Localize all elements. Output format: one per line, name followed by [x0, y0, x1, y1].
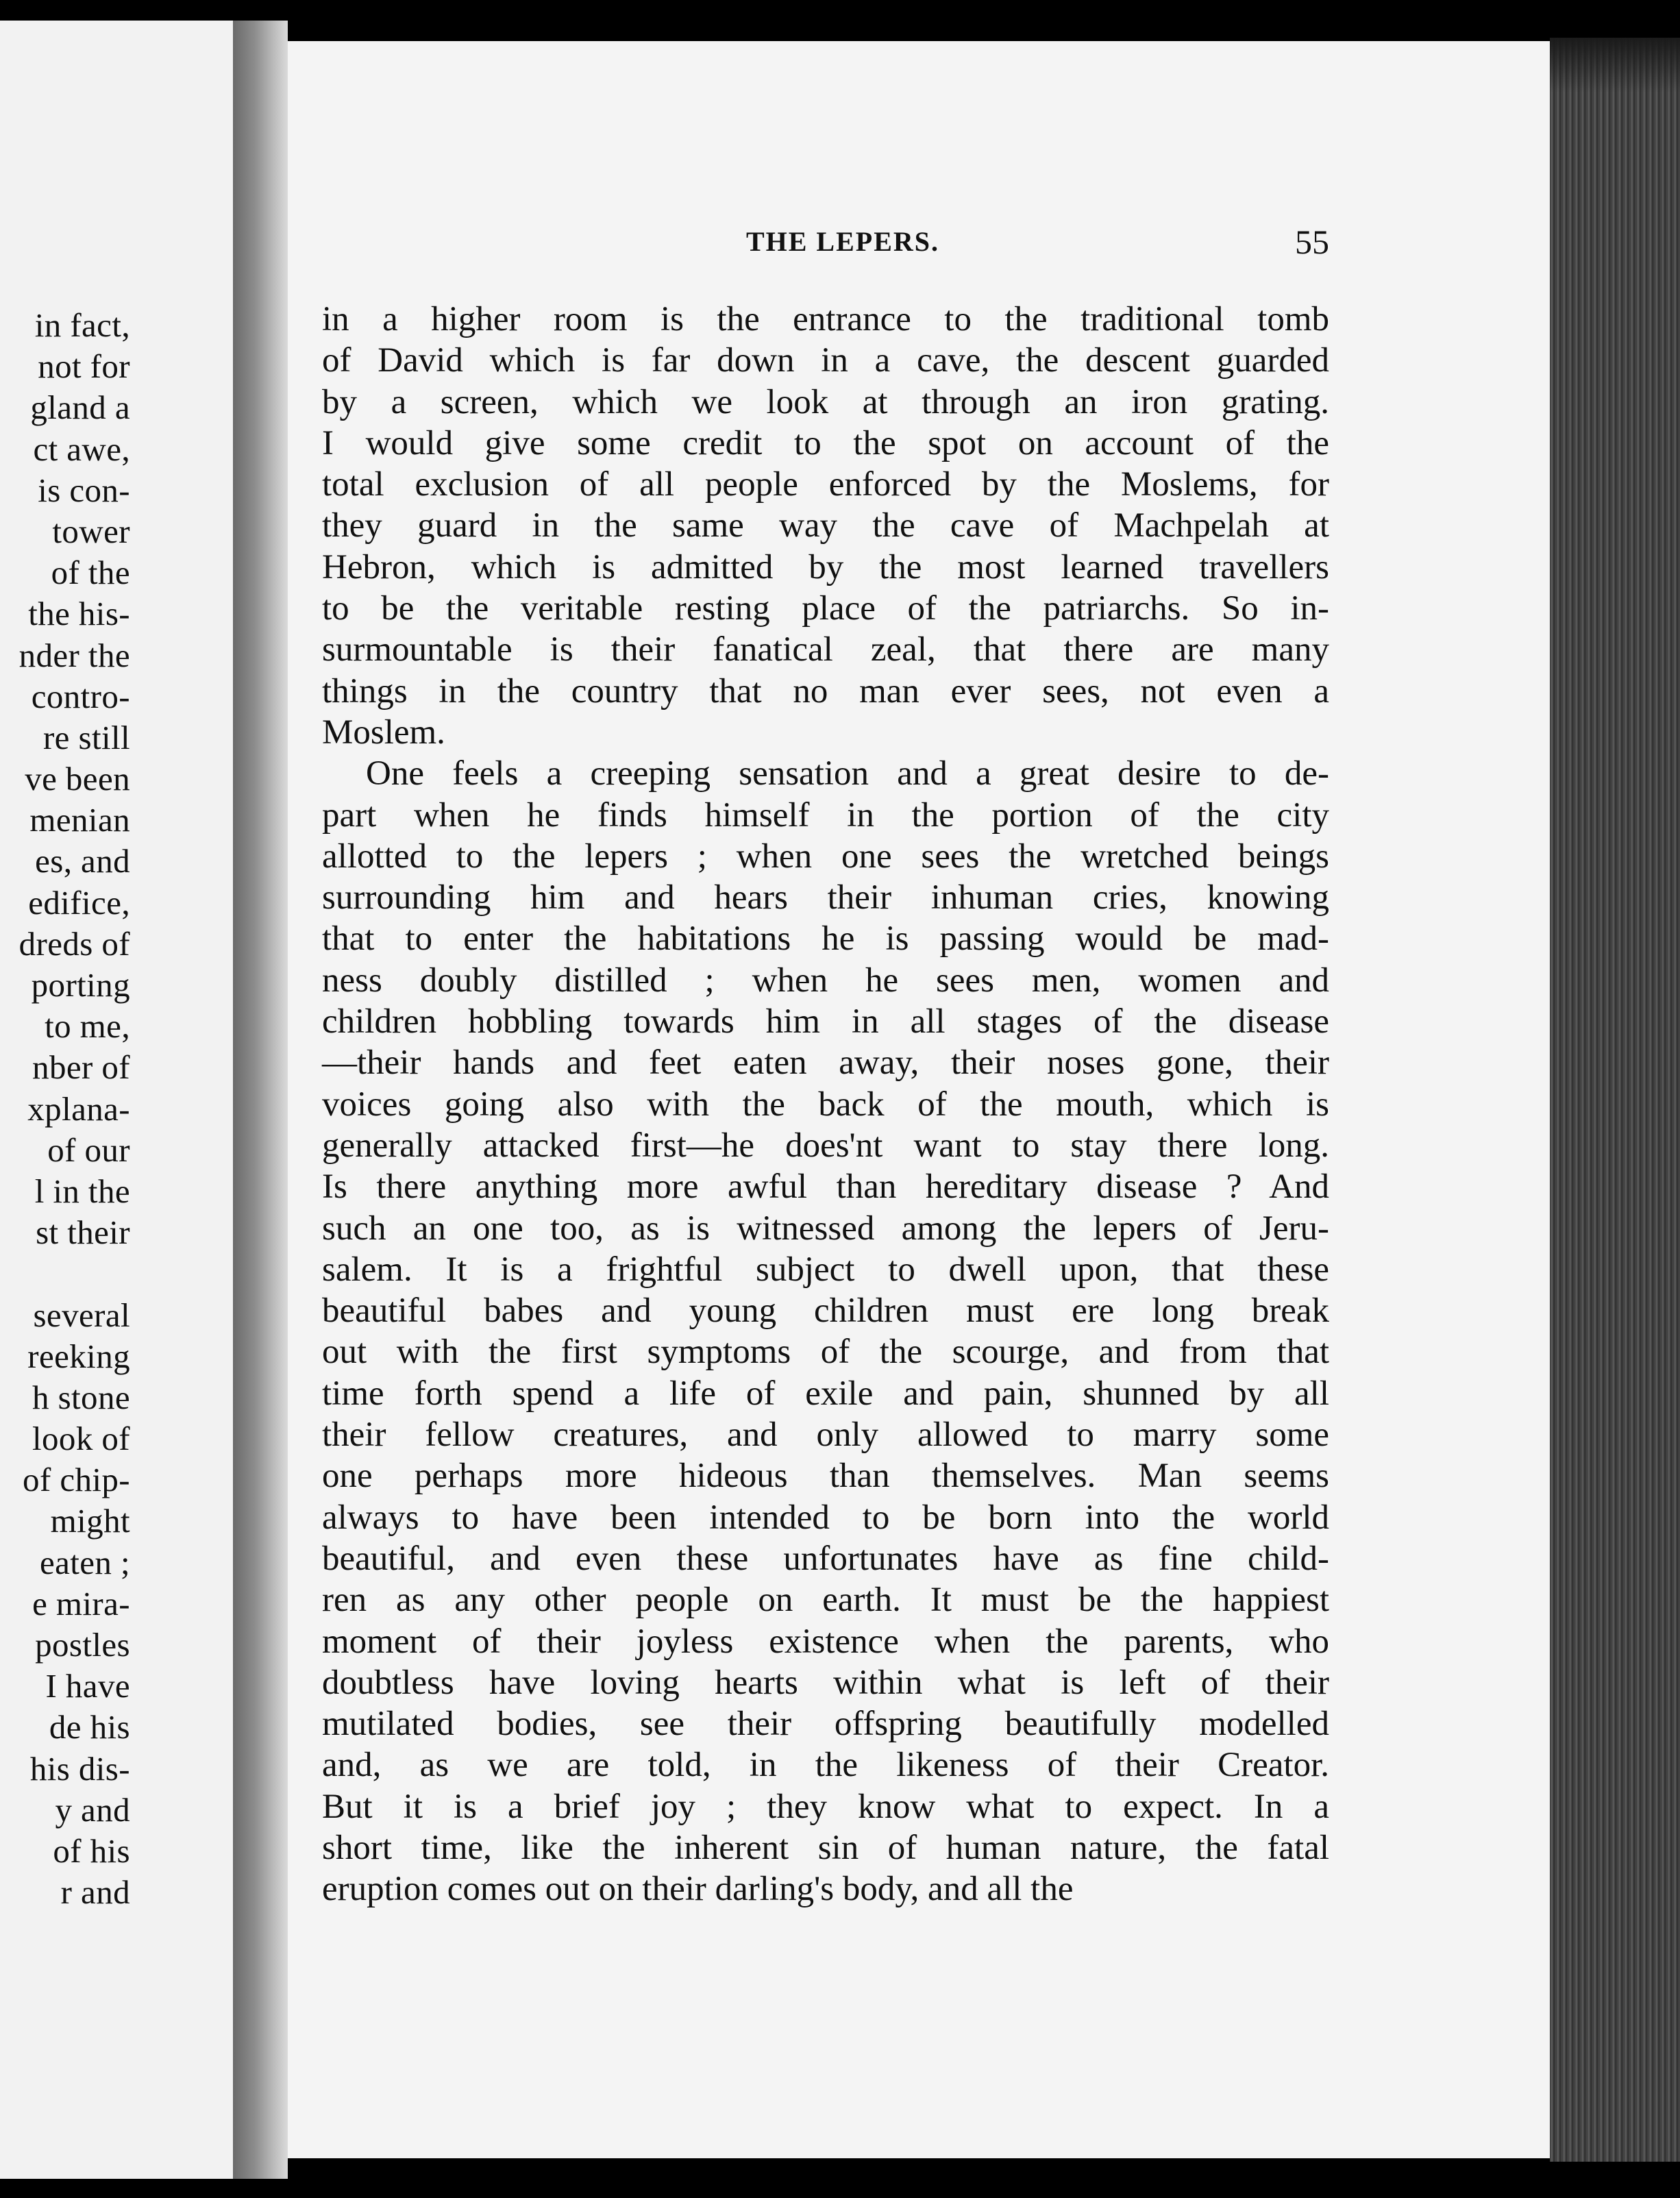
text-line: I would give some credit to the spot on account of the [322, 423, 1329, 462]
left-page-line: xplana- [27, 1089, 130, 1128]
left-page-line: nder the [18, 636, 130, 674]
left-page-line: edifice, [28, 883, 130, 922]
left-page-line: is con- [38, 471, 130, 509]
text-line: short time, like the inherent sin of human nature, the fatal [322, 1828, 1329, 1867]
left-page-line: eaten ; [39, 1543, 130, 1581]
page-number: 55 [1295, 223, 1329, 261]
text-line: by a screen, which we look at through an iron grating. [322, 382, 1329, 421]
text-line: doubtless have loving hearts within what is left of their [322, 1663, 1329, 1702]
left-page-line: h stone [32, 1378, 130, 1416]
text-line: allotted to the lepers ; when one sees the wretched beings [322, 837, 1329, 876]
left-page-line: to me, [45, 1007, 130, 1046]
left-page-line: several [33, 1296, 130, 1334]
left-page-line: of his [53, 1831, 130, 1870]
left-page-line: ct awe, [33, 430, 130, 468]
text-line: things in the country that no man ever sees, not even a [322, 671, 1329, 711]
left-page-line: the his- [28, 595, 130, 633]
text-line: time forth spend a life of exile and pain, shunned by all [322, 1374, 1329, 1413]
text-line: part when he finds himself in the portion of the city [322, 795, 1329, 835]
left-page-line: nber of [32, 1048, 130, 1087]
text-line: salem. It is a frightful subject to dwell upon, that these [322, 1250, 1329, 1289]
left-page-line: e mira- [32, 1584, 130, 1622]
left-page-line: might [50, 1502, 130, 1540]
left-page-line: of our [47, 1131, 130, 1169]
left-page-line: I have [45, 1667, 130, 1705]
text-line: One feels a creeping sensation and a great desire to de- [366, 754, 1329, 793]
text-line: ren as any other people on earth. It must be the happiest [322, 1581, 1329, 1620]
left-page-line: y and [55, 1790, 130, 1829]
left-page-line: of the [51, 554, 130, 592]
text-line: children hobbling towards him in all stages of the disease [322, 1002, 1329, 1041]
left-page-line: es, and [35, 842, 130, 880]
left-page-text [0, 305, 130, 1913]
text-line: such an one too, as is witnessed among the lepers of Jeru- [322, 1209, 1329, 1248]
text-line: generally attacked first—he does'nt want to stay there long. [322, 1126, 1329, 1165]
text-line: in a higher room is the entrance to the traditional tomb [322, 300, 1329, 338]
text-line: voices going also with the back of the mouth, which is [322, 1085, 1329, 1124]
text-line: of David which is far down in a cave, the descent guarded [322, 341, 1329, 380]
page-edges-shadow [1550, 38, 1680, 92]
text-line: and, as we are told, in the likeness of their Creator. [322, 1746, 1329, 1785]
text-line: —their hands and feet eaten away, their noses gone, their [322, 1044, 1329, 1083]
text-line: Is there anything more awful than hereditary disease ? And [322, 1168, 1329, 1207]
left-page-line: postles [35, 1626, 130, 1664]
running-head: THE LEPERS. [745, 226, 940, 257]
left-page-line: st their [36, 1213, 130, 1252]
left-page-line: in fact, [34, 306, 130, 344]
page-body-text [322, 299, 1329, 1910]
text-line: surmountable is their fanatical zeal, that there are many [322, 630, 1329, 669]
text-line: But it is a brief joy ; they know what to expect. In a [322, 1787, 1329, 1826]
left-page-line: porting [31, 966, 130, 1004]
left-page-line: contro- [31, 677, 130, 715]
text-line: always to have been intended to be born into the world [322, 1498, 1329, 1537]
text-line: one perhaps more hideous than themselves. Man seems [322, 1457, 1329, 1496]
left-page-line: re still [42, 718, 130, 756]
text-line: out with the first symptoms of the scourge, and from that [322, 1333, 1329, 1372]
text-line: Moslem. [322, 713, 445, 752]
text-line: mutilated bodies, see their offspring beautifully modelled [322, 1705, 1329, 1744]
text-line: eruption comes out on their darling's body, and all the [322, 1870, 1074, 1909]
text-line: total exclusion of all people enforced by the Moslems, for [322, 465, 1329, 504]
left-page-line: dreds of [18, 924, 130, 963]
text-line: they guard in the same way the cave of Machpelah at [322, 506, 1329, 545]
text-line: moment of their joyless existence when the parents, who [322, 1622, 1329, 1661]
left-page-line: l in the [34, 1172, 130, 1210]
text-line: ness doubly distilled ; when he sees men, women and [322, 961, 1329, 1000]
left-page-line: his dis- [29, 1749, 130, 1788]
left-page-line: of chip- [23, 1461, 130, 1499]
left-page-line: menian [29, 801, 130, 839]
text-line: beautiful babes and young children must ere long break [322, 1292, 1329, 1331]
left-page-line: reeking [27, 1337, 130, 1375]
left-page-line: look of [32, 1420, 130, 1458]
text-line: Hebron, which is admitted by the most learned travellers [322, 547, 1329, 586]
left-page-line: r and [60, 1873, 130, 1912]
text-line: surrounding him and hears their inhuman cries, knowing [322, 878, 1329, 917]
text-line: their fellow creatures, and only allowed to marry some [322, 1416, 1329, 1455]
text-line: that to enter the habitations he is passing would be mad- [322, 919, 1329, 959]
left-page-line: tower [52, 512, 130, 550]
left-facing-page [0, 21, 233, 2179]
text-line: beautiful, and even these unfortunates have as fine child- [322, 1539, 1329, 1578]
left-page-line: not for [38, 347, 130, 386]
left-page-line [0, 1253, 130, 1294]
text-line: to be the veritable resting place of the patriarchs. So in- [322, 589, 1329, 628]
page-edges [1550, 38, 1680, 2162]
page-header [322, 218, 1329, 266]
left-page-line: gland a [30, 388, 130, 427]
left-page-line: ve been [25, 760, 130, 798]
left-page-line: de his [49, 1708, 130, 1746]
book-gutter [233, 21, 288, 2179]
